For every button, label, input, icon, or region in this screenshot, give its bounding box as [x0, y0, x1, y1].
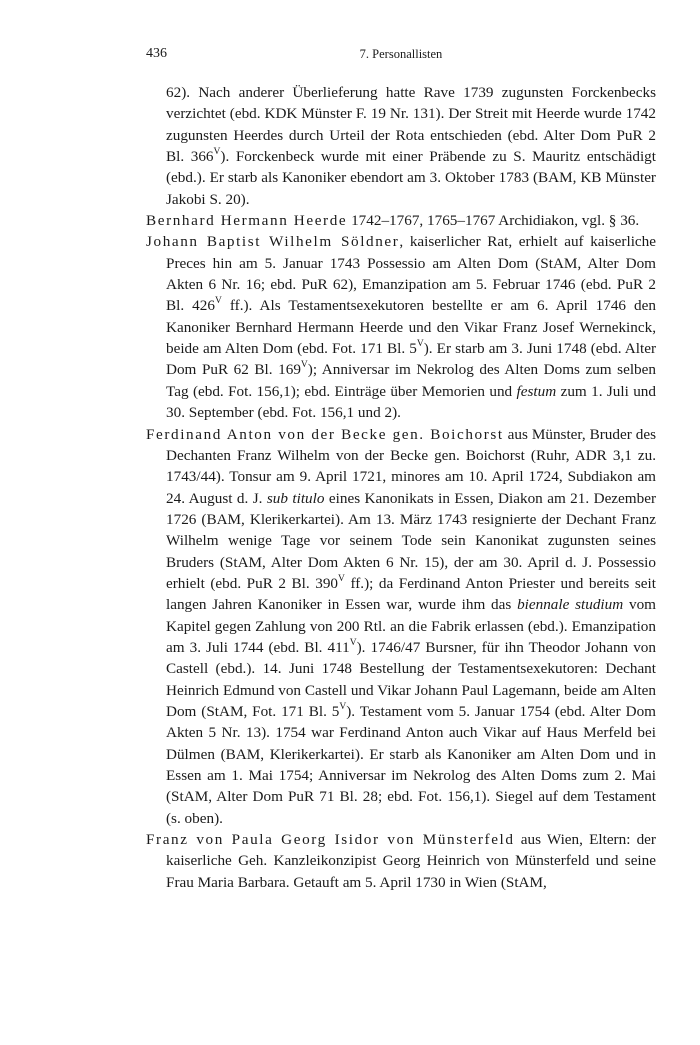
- person-entry: [146, 829, 656, 893]
- page-header: [146, 46, 656, 68]
- person-entry: [146, 210, 656, 231]
- entry-text: ). Er starb am 3. Juni 1748 (ebd. Alter Dom PuR 62 Bl. 169: [166, 340, 656, 379]
- person-name: Franz von Paula Georg Isidor von Münsterfeld: [146, 831, 515, 849]
- entry-text: 62). Nach anderer Überlieferung hatte Rave 1739 zugunsten Forckenbecks verzichtet (ebd. KDK Münster F. 19 Nr. 131). Der Streit mit Heerde wurde 1742 zugunsten Heerdes durch Urteil der Rota entschieden (ebd. Alter Dom PuR 2 Bl. 366: [166, 84, 656, 166]
- entry-text: ff.). Als Testamentsexekutoren bestellte er am 6. April 1746 den Kanoniker Bernhard Hermann Heerde und den Vikar Franz Josef Wernekinck, beide am Alten Dom (ebd. Fot. 171 Bl. 5: [166, 297, 656, 358]
- person-entry: [146, 231, 656, 423]
- entry-text: ). Testament vom 5. Januar 1754 (ebd. Alter Dom Akten 5 Nr. 13). 1754 war Ferdinand Anton auch Vikar auf Haus Merfeld bei Dülmen (BAM, Klerikerkartei). Er starb als Kanoniker am Alten Dom und in Essen am 1. Mai 1754; Anniversar im Nekrolog des Alten Doms zum 2. Mai (StAM, Alter Dom PuR 71 Bl. 28; ebd. Fot. 156,1). Siegel auf dem Testament (s. oben).: [166, 702, 656, 827]
- entry-text: ). Forckenbeck wurde mit einer Präbende zu S. Mauritz entschädigt (ebd.). Er starb als Kanoniker ebendort am 3. Oktober 1783 (BAM, KB Münster Jakobi S. 20).: [166, 148, 656, 208]
- entry-text: ff.); da Ferdinand Anton Priester und bereits seit langen Jahren Kanoniker in Essen war, wurde ihm das: [166, 574, 656, 614]
- running-head: 7. Personallisten: [359, 47, 443, 61]
- entry-text: aus Wien, Eltern: der kaiserliche Geh. Kanzleikonzipist Georg Heinrich von Münsterfeld und seine Frau Maria Barbara. Getauft am 5. April 1730 in Wien (StAM,: [166, 831, 656, 891]
- latin-term: biennale studium: [517, 596, 624, 614]
- latin-term: festum: [516, 382, 557, 400]
- latin-term: sub titulo: [266, 489, 325, 507]
- body-text: [146, 82, 656, 893]
- entry-text: ); Anniversar im Nekrolog des Alten Doms zum selben Tag (ebd. Fot. 156,1); ebd. Einträge über Memorien und: [166, 361, 656, 400]
- verso-mark: V: [300, 360, 308, 371]
- verso-mark: V: [416, 339, 424, 350]
- entry-text: ). 1746/47 Bursner, für ihn Theodor Johann von Castell (ebd.). 14. Juni 1748 Bestellung der Testamentsexekutoren: Dechant Heinrich Edmund von Castell und Vikar Johann Paul Lagemann, beide am Alten Dom (StAM, Fot. 171 Bl. 5: [166, 638, 656, 720]
- page-number: 436: [146, 46, 167, 61]
- verso-mark: V: [214, 296, 222, 307]
- verso-mark: V: [338, 573, 345, 584]
- entry-text: , kaiserlicher Rat, erhielt auf kaiserliche Preces hin am 5. Januar 1743 Possessio am Alten Dom (StAM, Alter Dom Akten 6 Nr. 16; ebd. PuR 62), Emanzipation am 5. Februar 1746 (ebd. PuR 2 Bl. 426: [166, 233, 656, 315]
- entry-text: eines Kanonikats in Essen, Diakon am 21. Dezember 1726 (BAM, Klerikerkartei). Am 13. März 1743 resignierte der Dechant Franz Wilhelm wenige Tage vor seinem Tode sein Kanonikat zugunsten seines Bruders (StAM, Alter Dom Akten 6 Nr. 15), der am 30. April d. J. Possessio erhielt (ebd. PuR 2 Bl. 390: [166, 489, 656, 592]
- continued-entry: [146, 82, 656, 210]
- entry-text: aus Münster, Bruder des Dechanten Franz Wilhelm von der Becke gen. Boichorst (Ruhr, ADR 3,1 zu. 1743/44). Tonsur am 9. April 1721, minores am 10. April 1724, Subdiakon am 24. August d. J.: [166, 425, 656, 507]
- entry-text: zum 1. Juli und 30. September (ebd. Fot. 156,1 und 2).: [166, 382, 656, 422]
- person-name: Ferdinand Anton von der Becke gen. Boichorst: [146, 425, 504, 443]
- entry-text: 1742–1767, 1765–1767 Archidiakon, vgl. § 36.: [347, 212, 640, 230]
- verso-mark: V: [349, 637, 357, 648]
- verso-mark: V: [213, 146, 221, 157]
- person-name: Johann Baptist Wilhelm Söldner: [146, 233, 400, 251]
- entry-text: vom Kapitel gegen Zahlung von 200 Rtl. an die Fabrik erlassen (ebd.). Emanzipation am 3. Juli 1744 (ebd. Bl. 411: [166, 596, 656, 656]
- verso-mark: V: [339, 701, 347, 712]
- person-name: Bernhard Hermann Heerde: [146, 212, 348, 230]
- person-entry: [146, 424, 656, 830]
